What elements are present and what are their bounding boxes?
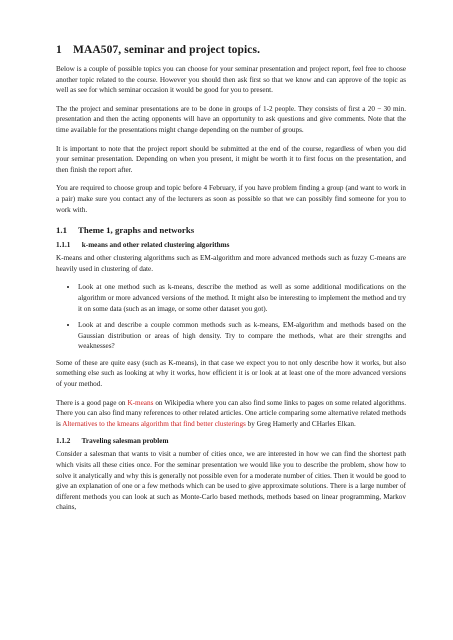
list-item: • Look at and describe a couple common methods such as k-means, EM-algorithm and methods based on the Gaussian distribution or areas of high density. Try to compare the methods, what are their strengths and weaknesses? <box>78 320 406 352</box>
text-run: on Wikipedia where you can also find some links to pages on some related algorithms. There you can also find many references to other related articles. One article comparing some alternative related methods is <box>56 398 407 428</box>
kmeans-wiki-link[interactable]: K-means <box>127 398 154 407</box>
kmeans-paragraph-3 <box>56 398 406 430</box>
tsp-number: 1.1.2 <box>56 437 71 446</box>
kmeans-paragraph-2: Some of these are quite easy (such as K-means), in that case we expect you to not only describe how it works, but also something else such as looking at why it works, how efficient it is or look at at least one of the more advanced versions of your method. <box>56 358 406 389</box>
section-number: 1 <box>56 44 62 56</box>
text-run: There is a good page on <box>56 398 128 407</box>
kmeans-title: k-means and other related clustering algorithms <box>81 241 230 250</box>
tsp-paragraph: Consider a salesman that wants to visit a number of cities once, we are interested in how we can find the shortest path which visits all these cities once. For the seminar presentation we would like you to describe the problem, show how to solve it analytically and why this is generally not possible even for a moderate number of cities. Then it would be good to give an explanation of one or a few methods which can be used to give approximate solutions. There is a large number of different methods you can look at such as Monte-Carlo based methods, methods based on linear programming, Markov chains, <box>56 450 406 512</box>
tsp-heading <box>56 437 406 445</box>
tsp-title: Traveling salesman problem <box>81 437 169 446</box>
kmeans-intro: K-means and other clustering algorithms such as EM-algorithm and more advanced methods such as fuzzy C-means are heavily used in clustering of date. <box>56 254 406 273</box>
section-heading <box>56 44 406 56</box>
intro-paragraph-1: Below is a couple of possible topics you can choose for your seminar presentation and project report, feel free to choose another topic related to the course. However you should then ask first so that we know and can approve of the topic as well as see for which seminar occasion it would be good for you to present. <box>56 65 406 95</box>
alternatives-article-link[interactable]: Alternatives to the kmeans algorithm that find better clusterings <box>62 419 246 428</box>
document-body <box>56 44 406 521</box>
kmeans-heading <box>56 241 406 249</box>
kmeans-number: 1.1.1 <box>56 241 71 250</box>
subsection-number: 1.1 <box>56 225 67 236</box>
subsection-heading <box>56 225 406 235</box>
intro-paragraph-4: You are required to choose group and topic before 4 February, if you have problem finding a group (and want to work in a pair) make sure you contact any of the lecturers as soon as possible so that we can possibly find someone for you to work with. <box>56 184 406 214</box>
list-item: • Look at one method such as k-means, describe the method as well as some additional modifications on the algorithm or more advanced versions of the method. It might also be interesting to implement the method and try it on some data (such as an image, or some other dataset you got). <box>78 282 406 314</box>
kmeans-bullet-list <box>56 282 406 352</box>
text-run: by Greg Hamerly and CHarles Elkan. <box>245 419 356 428</box>
subsection-title: Theme 1, graphs and networks <box>78 225 195 236</box>
section-title: MAA507, seminar and project topics. <box>72 44 261 56</box>
intro-paragraph-2: The the project and seminar presentations are to be done in groups of 1-2 people. They consists of first a 20 − 30 min. presentation and then the acting opponents will have an opportunity to ask questions and give comments. Note that the time available for the presentations might change depending on the number of groups. <box>56 104 406 134</box>
intro-paragraph-3: It is important to note that the project report should be submitted at the end of the course, regardless of when you did your seminar presentation. Depending on when you present, it might be worth it to first focus on the presentation, and then finish the report after. <box>56 144 406 174</box>
